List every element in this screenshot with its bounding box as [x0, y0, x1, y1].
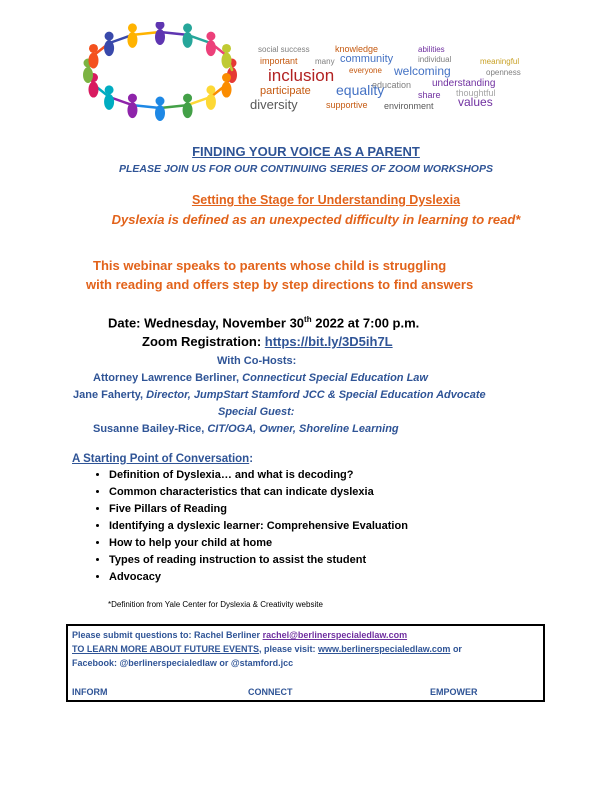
cohost-name: Jane Faherty,: [73, 389, 147, 401]
list-item: • Definition of Dyslexia… and what is decoding?: [109, 467, 408, 484]
zoom-label: Zoom Registration:: [142, 334, 265, 349]
person-head: [206, 85, 215, 94]
person-head: [156, 22, 165, 30]
visit-text: , please visit:: [259, 644, 319, 654]
event-date: [108, 315, 419, 330]
tag-inform: INFORM: [72, 687, 108, 697]
list-item: • Advocacy: [109, 569, 408, 586]
tag-empower: EMPOWER: [430, 687, 478, 697]
topic-list: [89, 467, 408, 586]
list-item: • Types of reading instruction to assist the student: [109, 552, 408, 569]
person-head: [222, 73, 231, 82]
person-head: [128, 94, 137, 103]
section-title: [72, 453, 253, 465]
wc-word: important: [260, 56, 298, 66]
wc-word: equality: [336, 82, 385, 98]
people-circle-illustration: [70, 22, 250, 122]
list-item: • Identifying a dyslexic learner: Comprehensive Evaluation: [109, 518, 408, 535]
wc-word: understanding: [432, 78, 496, 89]
learn-more-line: [72, 644, 462, 654]
date-time: 2022 at 7:00 p.m.: [311, 315, 420, 331]
dyslexia-definition: Dyslexia is defined as an unexpected difficulty in learning to read*: [111, 212, 521, 227]
page-title: FINDING YOUR VOICE AS A PARENT: [192, 144, 420, 159]
list-item: • How to help your child at home: [109, 535, 408, 552]
wc-word: openness: [486, 68, 521, 77]
contact-box: [66, 624, 545, 702]
page-subtitle: PLEASE JOIN US FOR OUR CONTINUING SERIES OF ZOOM WORKSHOPS: [119, 163, 493, 175]
person-head: [105, 32, 114, 41]
special-guest: [93, 423, 399, 435]
tag-connect: CONNECT: [248, 687, 293, 697]
wc-word: community: [340, 53, 394, 65]
wc-word: welcoming: [394, 64, 451, 78]
list-item: • Five Pillars of Reading: [109, 501, 408, 518]
website-link[interactable]: www.berlinerspecialedlaw.com: [318, 644, 451, 654]
wc-word: knowledge: [335, 44, 379, 54]
wc-word: diversity: [250, 97, 298, 112]
section-title-text: A Starting Point of Conversation: [72, 453, 250, 465]
learn-more-label: TO LEARN MORE ABOUT FUTURE EVENTS: [72, 644, 260, 654]
person-head: [156, 97, 165, 106]
zoom-link[interactable]: https://bit.ly/3D5ih7L: [264, 334, 393, 349]
guest-name: Susanne Bailey-Rice,: [93, 423, 208, 435]
guest-role: CIT/OGA, Owner, Shoreline Learning: [207, 423, 399, 435]
person-head: [128, 23, 137, 32]
wc-word: share: [418, 90, 441, 100]
person-head: [222, 44, 231, 53]
wc-word: meaningful: [480, 57, 520, 66]
person-head: [206, 32, 215, 41]
wc-word: everyone: [349, 66, 382, 75]
wc-word: values: [458, 95, 493, 109]
section-colon: :: [249, 453, 254, 465]
wc-word: thoughtful: [456, 88, 496, 98]
questions-line: [72, 630, 407, 640]
wc-word: education: [372, 80, 412, 90]
zoom-registration: [142, 334, 393, 349]
cohost-2: [73, 389, 486, 401]
date-superscript: th: [304, 315, 312, 324]
cohosts-label: With Co-Hosts:: [217, 355, 297, 367]
description-line-1: This webinar speaks to parents whose child is struggling: [93, 258, 447, 273]
session-title: Setting the Stage for Understanding Dyslexia: [191, 193, 461, 207]
date-text: Date: Wednesday, November 30: [108, 315, 305, 331]
description-line-2: with reading and offers step by step directions to find answers: [86, 277, 474, 292]
person-head: [183, 94, 192, 103]
wc-word: supportive: [326, 100, 368, 110]
facebook-line: Facebook: @berlinerspecialedlaw or @stamford.jcc: [72, 658, 294, 668]
wc-word: environment: [384, 101, 434, 111]
cohost-role: Connecticut Special Education Law: [242, 372, 428, 384]
wc-word: inclusion: [268, 66, 335, 85]
cohost-role: Director, JumpStart Stamford JCC & Special Education Advocate: [146, 389, 486, 401]
wc-word: social success: [258, 45, 310, 54]
wc-word: individual: [418, 55, 452, 64]
footnote: *Definition from Yale Center for Dyslexia & Creativity website: [108, 600, 323, 609]
cohost-name: Attorney Lawrence Berliner,: [93, 372, 243, 384]
wc-word: participate: [260, 85, 311, 97]
list-item: • Common characteristics that can indicate dyslexia: [109, 484, 408, 501]
wc-word: abilities: [418, 45, 445, 54]
or-text: or: [450, 644, 462, 654]
word-cloud: [248, 38, 548, 118]
guest-label: Special Guest:: [218, 406, 295, 418]
wc-word: many: [315, 57, 335, 66]
questions-email-link[interactable]: rachel@berlinerspecialedlaw.com: [262, 630, 408, 640]
cohost-1: [93, 372, 428, 384]
person-head: [183, 23, 192, 32]
questions-label: Please submit questions to: Rachel Berliner: [72, 630, 263, 640]
